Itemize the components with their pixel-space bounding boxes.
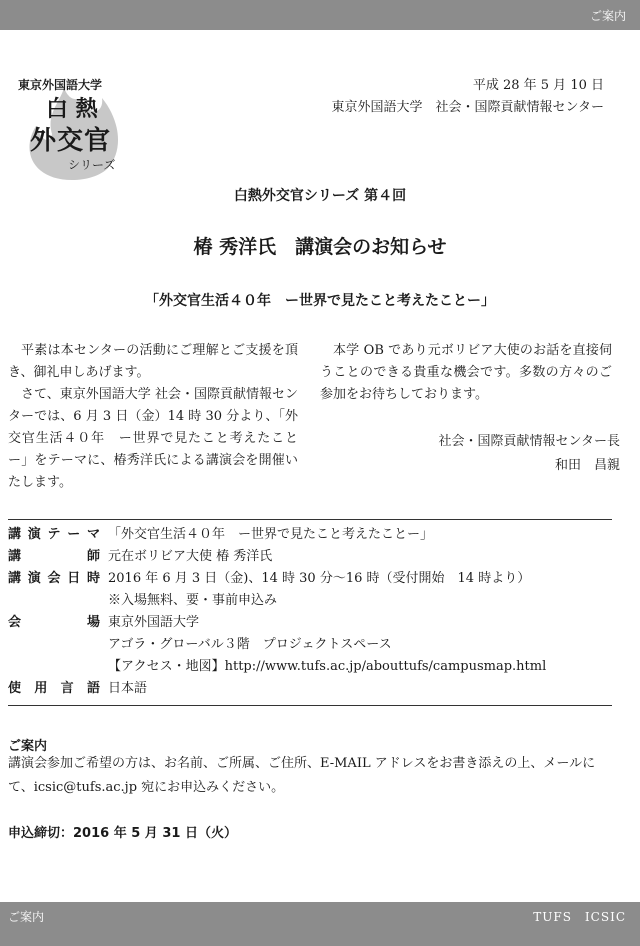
info-label-datetime: 講 演 会 日 時 (8, 571, 100, 586)
series-heading: 白熱外交官シリーズ 第４回 (233, 188, 407, 204)
divider-bottom (8, 705, 612, 706)
info-value-venue-building: アゴラ・グローバル３階 プロジェクトスペース (108, 637, 392, 652)
notice-heading: ご案内 (8, 739, 48, 754)
info-row-venue-2 (8, 631, 618, 653)
info-label-speaker: 講 師 (8, 549, 100, 564)
body-paragraph: 平素は本センターの活動にご理解とご支援を頂き、御礼申しあげます。 (8, 343, 298, 380)
header-label: ご案内 (589, 9, 626, 23)
info-row-datetime-note (8, 587, 618, 609)
issuing-department: 東京外国語大学 社会・国際貢献情報センター (331, 100, 604, 115)
page-title: 椿 秀洋氏 講演会のお知らせ (193, 236, 447, 258)
issue-date: 平成 28 年 5 月 10 日 (472, 78, 604, 93)
bottom-banner (0, 902, 640, 946)
info-label-language: 使 用 言 語 (8, 681, 100, 696)
body-paragraph: 本学 OB であり元ボリビア大使のお話を直接伺うことのできる貴重な機会です。多数の方々のご参加をお待ちしております。 (320, 343, 612, 402)
lecture-subtitle: 「外交官生活４０年 ー世界で見たこと考えたことー」 (145, 293, 495, 309)
application-deadline: 申込締切：2016 年 5 月 31 日（火） (8, 826, 237, 841)
body-left-column (8, 340, 298, 494)
info-label-venue: 会 場 (8, 615, 100, 630)
info-row-language (8, 675, 618, 697)
info-row-venue-3 (8, 653, 618, 675)
divider-top (8, 519, 612, 520)
info-value-theme: 「外交官生活４０年 ー世界で見たこと考えたことー」 (108, 527, 434, 542)
logo-word-gaikokan: 外交官 (30, 126, 112, 156)
signature-title: 社会・国際貢献情報センター長 (438, 434, 620, 449)
body-right-column (320, 340, 612, 406)
info-row-datetime (8, 565, 618, 587)
notice-text: 講演会参加ご希望の方は、お名前、ご所属、ご住所、E-MAIL アドレスをお書き添えの上、メールにて、icsic@tufs.ac.jp 宛にお申込みください。 (8, 756, 596, 795)
info-row-venue (8, 609, 618, 631)
logo-word-hakunetsu: 白 熱 (46, 97, 98, 122)
body-paragraph: さて、東京外国語大学 社会・国際貢献情報センターでは、6 月 3 日（金）14 時 30 分より、「外交官生活４０年 ー世界で見たこと考えたことー」をテーマに、椿秀洋氏による講演会を開催いたします。 (8, 387, 298, 490)
footer-label: ご案内 (8, 910, 45, 924)
logo-word-series: シリーズ (68, 158, 116, 172)
info-value-venue: 東京外国語大学 (108, 615, 200, 630)
info-row-theme (8, 521, 618, 543)
info-value-speaker: 元在ボリビア大使 椿 秀洋氏 (108, 549, 273, 564)
info-label-theme: 講 演 テ ー マ (8, 527, 100, 542)
logo-university: 東京外国語大学 (18, 78, 103, 92)
top-banner (0, 0, 640, 30)
signature-name: 和田 昌親 (554, 458, 620, 473)
info-value-datetime: 2016 年 6 月 3 日（金)、14 時 30 分～16 時（受付開始 14 時より） (108, 571, 531, 586)
footer-org: TUFS ICSIC (533, 910, 626, 924)
info-value-language: 日本語 (108, 681, 148, 696)
series-logo (12, 72, 132, 182)
info-row-speaker (8, 543, 618, 565)
info-value-datetime-note: ※入場無料、要・事前申込み (108, 593, 278, 608)
info-table (8, 521, 618, 697)
info-value-venue-access: 【アクセス・地図】http://www.tufs.ac.jp/abouttufs/campusmap.html (108, 659, 547, 674)
